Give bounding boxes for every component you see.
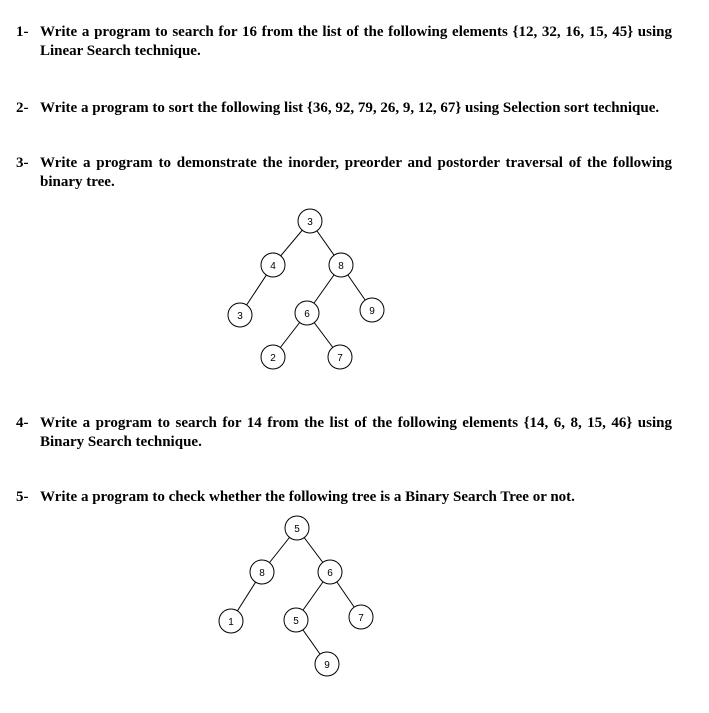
question-number: 5- [16,489,29,505]
question-text: Write a program to sort the following list {36, 92, 79, 26, 9, 12, 67} using Selection sort technique. [40,100,660,116]
tree-node-label: 6 [327,568,333,579]
tree-node-label: 7 [358,613,364,624]
tree-node-label: 5 [293,616,299,627]
tree-node-label: 3 [307,217,313,228]
question-number: 2- [16,100,29,116]
question-text: Write a program to search for 14 from the list of the following elements {14, 6, 8, 15, 46} using Binary Search technique. [40,415,672,450]
tree-edges [231,528,361,664]
tree-node-label: 4 [270,261,276,272]
tree-node [284,608,308,632]
tree-node-label: 8 [259,568,265,579]
question-text: Write a program to search for 16 from the list of the following elements {12, 32, 16, 15, 45} using Linear Search technique. [40,24,672,59]
tree-node [349,605,373,629]
tree-node-label: 9 [324,660,330,671]
tree-node [250,560,274,584]
tree-node-label: 2 [270,353,276,364]
tree-node-label: 7 [337,353,343,364]
tree-node-label: 5 [294,524,300,535]
question-text: Write a program to check whether the following tree is a Binary Search Tree or not. [40,489,575,505]
tree-node-label: 1 [228,617,234,628]
tree-node [318,560,342,584]
tree-node-label: 6 [304,309,310,320]
tree-node [315,652,339,676]
tree-node-label: 8 [338,261,344,272]
question-number: 4- [16,415,29,431]
question-text: Write a program to demonstrate the inorder, preorder and postorder traversal of the following binary tree. [40,155,672,190]
tree-node [285,516,309,540]
question-number: 3- [16,155,29,171]
tree-node [219,609,243,633]
tree-node-label: 9 [369,306,375,317]
tree-node-label: 3 [237,311,243,322]
question-number: 1- [16,24,29,40]
